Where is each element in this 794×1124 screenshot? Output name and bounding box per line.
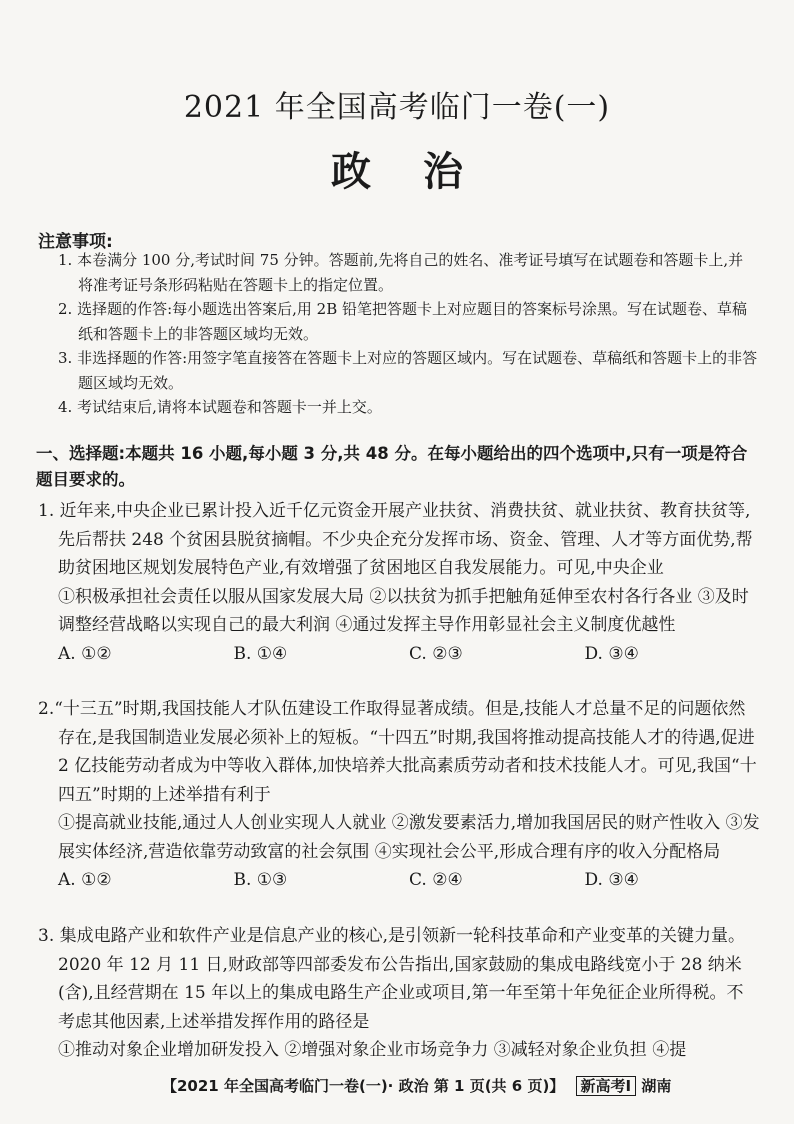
answer-choice-c[interactable]: C. ②③ xyxy=(409,643,463,664)
answer-choice-b[interactable]: B. ①④ xyxy=(233,643,288,664)
question-stem: 1. 近年来,中央企业已累计投入近千亿元资金开展产业扶贫、消费扶贫、就业扶贫、教育扶贫等,先后帮扶 248 个贫困县脱贫摘帽。不少央企充分发挥市场、资金、管理、人才等方面优势,帮助贫困地区规划发展特色产业,有效增强了贫困地区自我发展能力。可见,中央企业 xyxy=(38,501,753,578)
question-stem: 2.“十三五”时期,我国技能人才队伍建设工作取得显著成绩。但是,技能人才总量不足的问题依然存在,是我国制造业发展必须补上的短板。“十四五”时期,我国将推动提高技能人才的待遇,促进 2 亿技能劳动者成为中等收入群体,加快培养大批高素质劳动者和技术技能人才。可见,我国“十四五”时期的上述举措有利于 xyxy=(38,699,757,805)
question-options: ①推动对象企业增加研发投入 ②增强对象企业市场竞争力 ③减轻对象企业负担 ④提 xyxy=(58,1040,687,1060)
subject-title: 政治 xyxy=(331,148,515,195)
notice-item: 1. 本卷满分 100 分,考试时间 75 分钟。答题前,先将自己的姓名、准考证号填写在试题卷和答题卡上,并将准考证号条形码粘贴在答题卡上的指定位置。 xyxy=(58,251,744,294)
question-options: ①提高就业技能,通过人人创业实现人人就业 ②激发要素活力,增加我国居民的财产性收入 ③发展实体经济,营造依靠劳动致富的社会氛围 ④实现社会公平,形成合理有序的收入分配格局 xyxy=(58,813,760,862)
answer-choices xyxy=(38,640,760,669)
page-footer xyxy=(162,1075,762,1096)
exam-type-badge: 新高考Ⅰ xyxy=(576,1076,637,1096)
notice-list xyxy=(58,248,758,420)
section-heading: 一、选择题:本题共 16 小题,每小题 3 分,共 48 分。在每小题给出的四个选项中,只有一项是符合题目要求的。 xyxy=(36,444,748,489)
question-options: ①积极承担社会责任以服从国家发展大局 ②以扶贫为抓手把触角延伸至农村各行各业 ③及时调整经营战略以实现自己的最大利润 ④通过发挥主导作用彰显社会主义制度优越性 xyxy=(58,586,749,635)
answer-choice-d[interactable]: D. ③④ xyxy=(584,643,639,664)
notice-heading: 注意事项: xyxy=(38,232,113,252)
answer-choice-b[interactable]: B. ①③ xyxy=(233,870,288,890)
answer-choice-a[interactable]: A. ①② xyxy=(58,643,112,664)
notice-item: 2. 选择题的作答:每小题选出答案后,用 2B 铅笔把答题卡上对应题目的答案标号涂黑。写在试题卷、草稿纸和答题卡上的非答题区域均无效。 xyxy=(58,300,748,343)
answer-choice-d[interactable]: D. ③④ xyxy=(584,870,639,890)
question-1 xyxy=(38,497,760,668)
question-2 xyxy=(38,695,760,895)
notice-item: 3. 非选择题的作答:用签字笔直接答在答题卡上对应的答题区域内。写在试题卷、草稿纸和答题卡上的非答题区域均无效。 xyxy=(58,349,758,392)
notice-item: 4. 考试结束后,请将本试题卷和答题卡一并上交。 xyxy=(58,398,382,416)
page-title: 2021 年全国高考临门一卷(一) xyxy=(183,90,611,125)
question-stem: 3. 集成电路产业和软件产业是信息产业的核心,是引领新一轮科技革命和产业变革的关键力量。2020 年 12 月 11 日,财政部等四部委发布公告指出,国家鼓励的集成电路线宽小于 28 纳米(含),且经营期在 15 年以上的集成电路生产企业或项目,第一年至第十年免征企业所得税。不考虑其他因素,上述举措发挥作用的路径是 xyxy=(38,926,746,1032)
question-3 xyxy=(38,922,760,1065)
answer-choice-a[interactable]: A. ①② xyxy=(58,870,112,890)
answer-choice-c[interactable]: C. ②④ xyxy=(409,870,463,890)
footer-region: 湖南 xyxy=(641,1077,672,1095)
footer-text: 【2021 年全国高考临门一卷(一)· 政治 第 1 页(共 6 页)】 xyxy=(162,1077,565,1095)
answer-choices xyxy=(38,866,760,895)
